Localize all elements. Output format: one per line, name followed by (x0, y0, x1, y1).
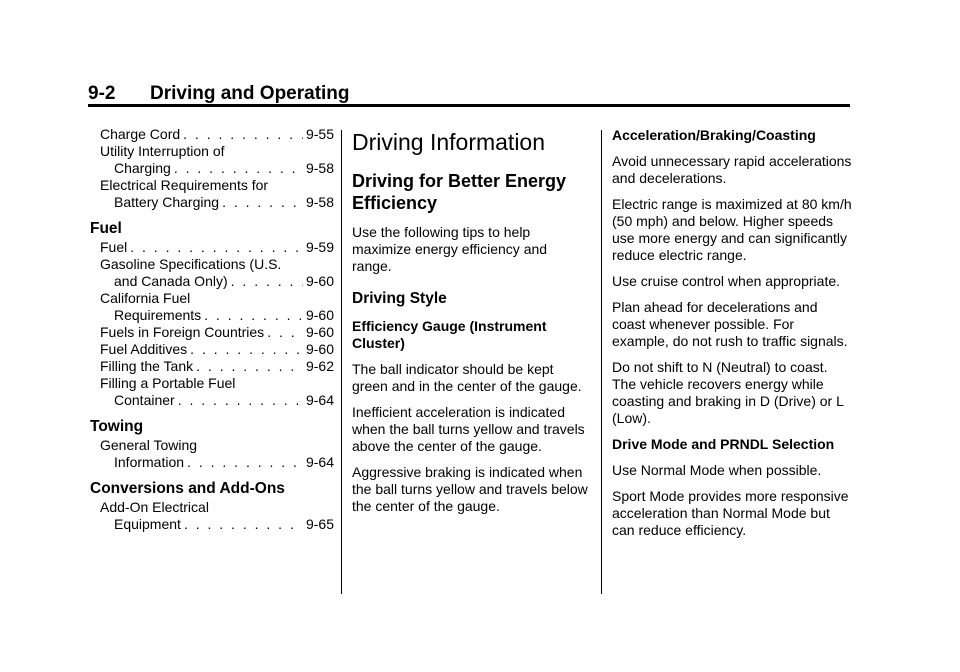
toc-entry-general-towing[interactable]: General Towing Information . . . 9-64 (90, 437, 334, 471)
paragraph: Use cruise control when appropriate. (612, 273, 841, 289)
paragraph: Use Normal Mode when possible. (612, 462, 822, 478)
content-column-2 (352, 126, 588, 524)
column-divider-2 (601, 130, 602, 594)
column-divider-1 (341, 130, 342, 594)
toc-heading-towing: Towing (90, 418, 144, 435)
content-column-3 (612, 127, 852, 548)
toc-entry-gasoline-specifications[interactable]: Gasoline Specifications (U.S. and Canada Only) . . . 9-60 (90, 256, 334, 290)
drive-mode-heading: Drive Mode and PRNDL Selection (612, 436, 835, 452)
paragraph: Aggressive braking is indicated when the ball turns yellow and travels below the center of the gauge. (352, 464, 588, 514)
toc-entry-charge-cord[interactable]: Charge Cord . . . 9-55 (90, 126, 334, 143)
toc-entry-california-fuel[interactable]: California Fuel Requirements . . . 9-60 (90, 290, 334, 324)
toc-column (90, 126, 334, 533)
toc-entry-utility-interruption[interactable]: Utility Interruption of Charging . . . 9-58 (90, 143, 334, 177)
toc-heading-conversions: Conversions and Add-Ons (90, 480, 285, 497)
gauge-heading: Efficiency Gauge (Instrument Cluster) (352, 318, 547, 351)
paragraph: Electric range is maximized at 80 km/h (50 mph) and below. Higher speeds use more energy and can significantly reduce electric range. (612, 196, 852, 263)
section-heading: Driving for Better Energy Efficiency (352, 171, 567, 213)
header-rule (88, 104, 850, 107)
toc-entry-electrical-requirements[interactable]: Electrical Requirements for Battery Charging . . . 9-58 (90, 177, 334, 211)
paragraph: Plan ahead for decelerations and coast whenever possible. For example, do not rush to traffic signals. (612, 299, 848, 349)
paragraph: Sport Mode provides more responsive acceleration than Normal Mode but can reduce efficiency. (612, 488, 849, 538)
toc-entry-portable-fuel[interactable]: Filling a Portable Fuel Container . . . 9-64 (90, 375, 334, 409)
acceleration-heading: Acceleration/Braking/Coasting (612, 127, 816, 143)
paragraph: Avoid unnecessary rapid accelerations and decelerations. (612, 153, 852, 186)
paragraph: Do not shift to N (Neutral) to coast. The vehicle recovers energy while coasting and braking in D (Drive) or L (Low). (612, 359, 844, 426)
chapter-title: Driving Information (352, 129, 546, 155)
toc-heading-fuel: Fuel (90, 220, 122, 237)
page-number: 9-2 (88, 83, 116, 104)
toc-entry-foreign-fuels[interactable]: Fuels in Foreign Countries . . . 9-60 (90, 324, 334, 341)
toc-entry-filling-tank[interactable]: Filling the Tank . . . 9-62 (90, 358, 334, 375)
intro-paragraph: Use the following tips to help maximize energy efficiency and range. (352, 224, 548, 274)
subsection-heading: Driving Style (352, 290, 447, 307)
toc-entry-fuel-additives[interactable]: Fuel Additives . . . 9-60 (90, 341, 334, 358)
toc-entry-fuel[interactable]: Fuel . . . 9-59 (90, 239, 334, 256)
section-title: Driving and Operating (150, 83, 350, 104)
paragraph: The ball indicator should be kept green and in the center of the gauge. (352, 361, 582, 394)
toc-entry-addon-electrical[interactable]: Add-On Electrical Equipment . . . 9-65 (90, 499, 334, 533)
paragraph: Inefficient acceleration is indicated when the ball turns yellow and travels above the center of the gauge. (352, 404, 585, 454)
